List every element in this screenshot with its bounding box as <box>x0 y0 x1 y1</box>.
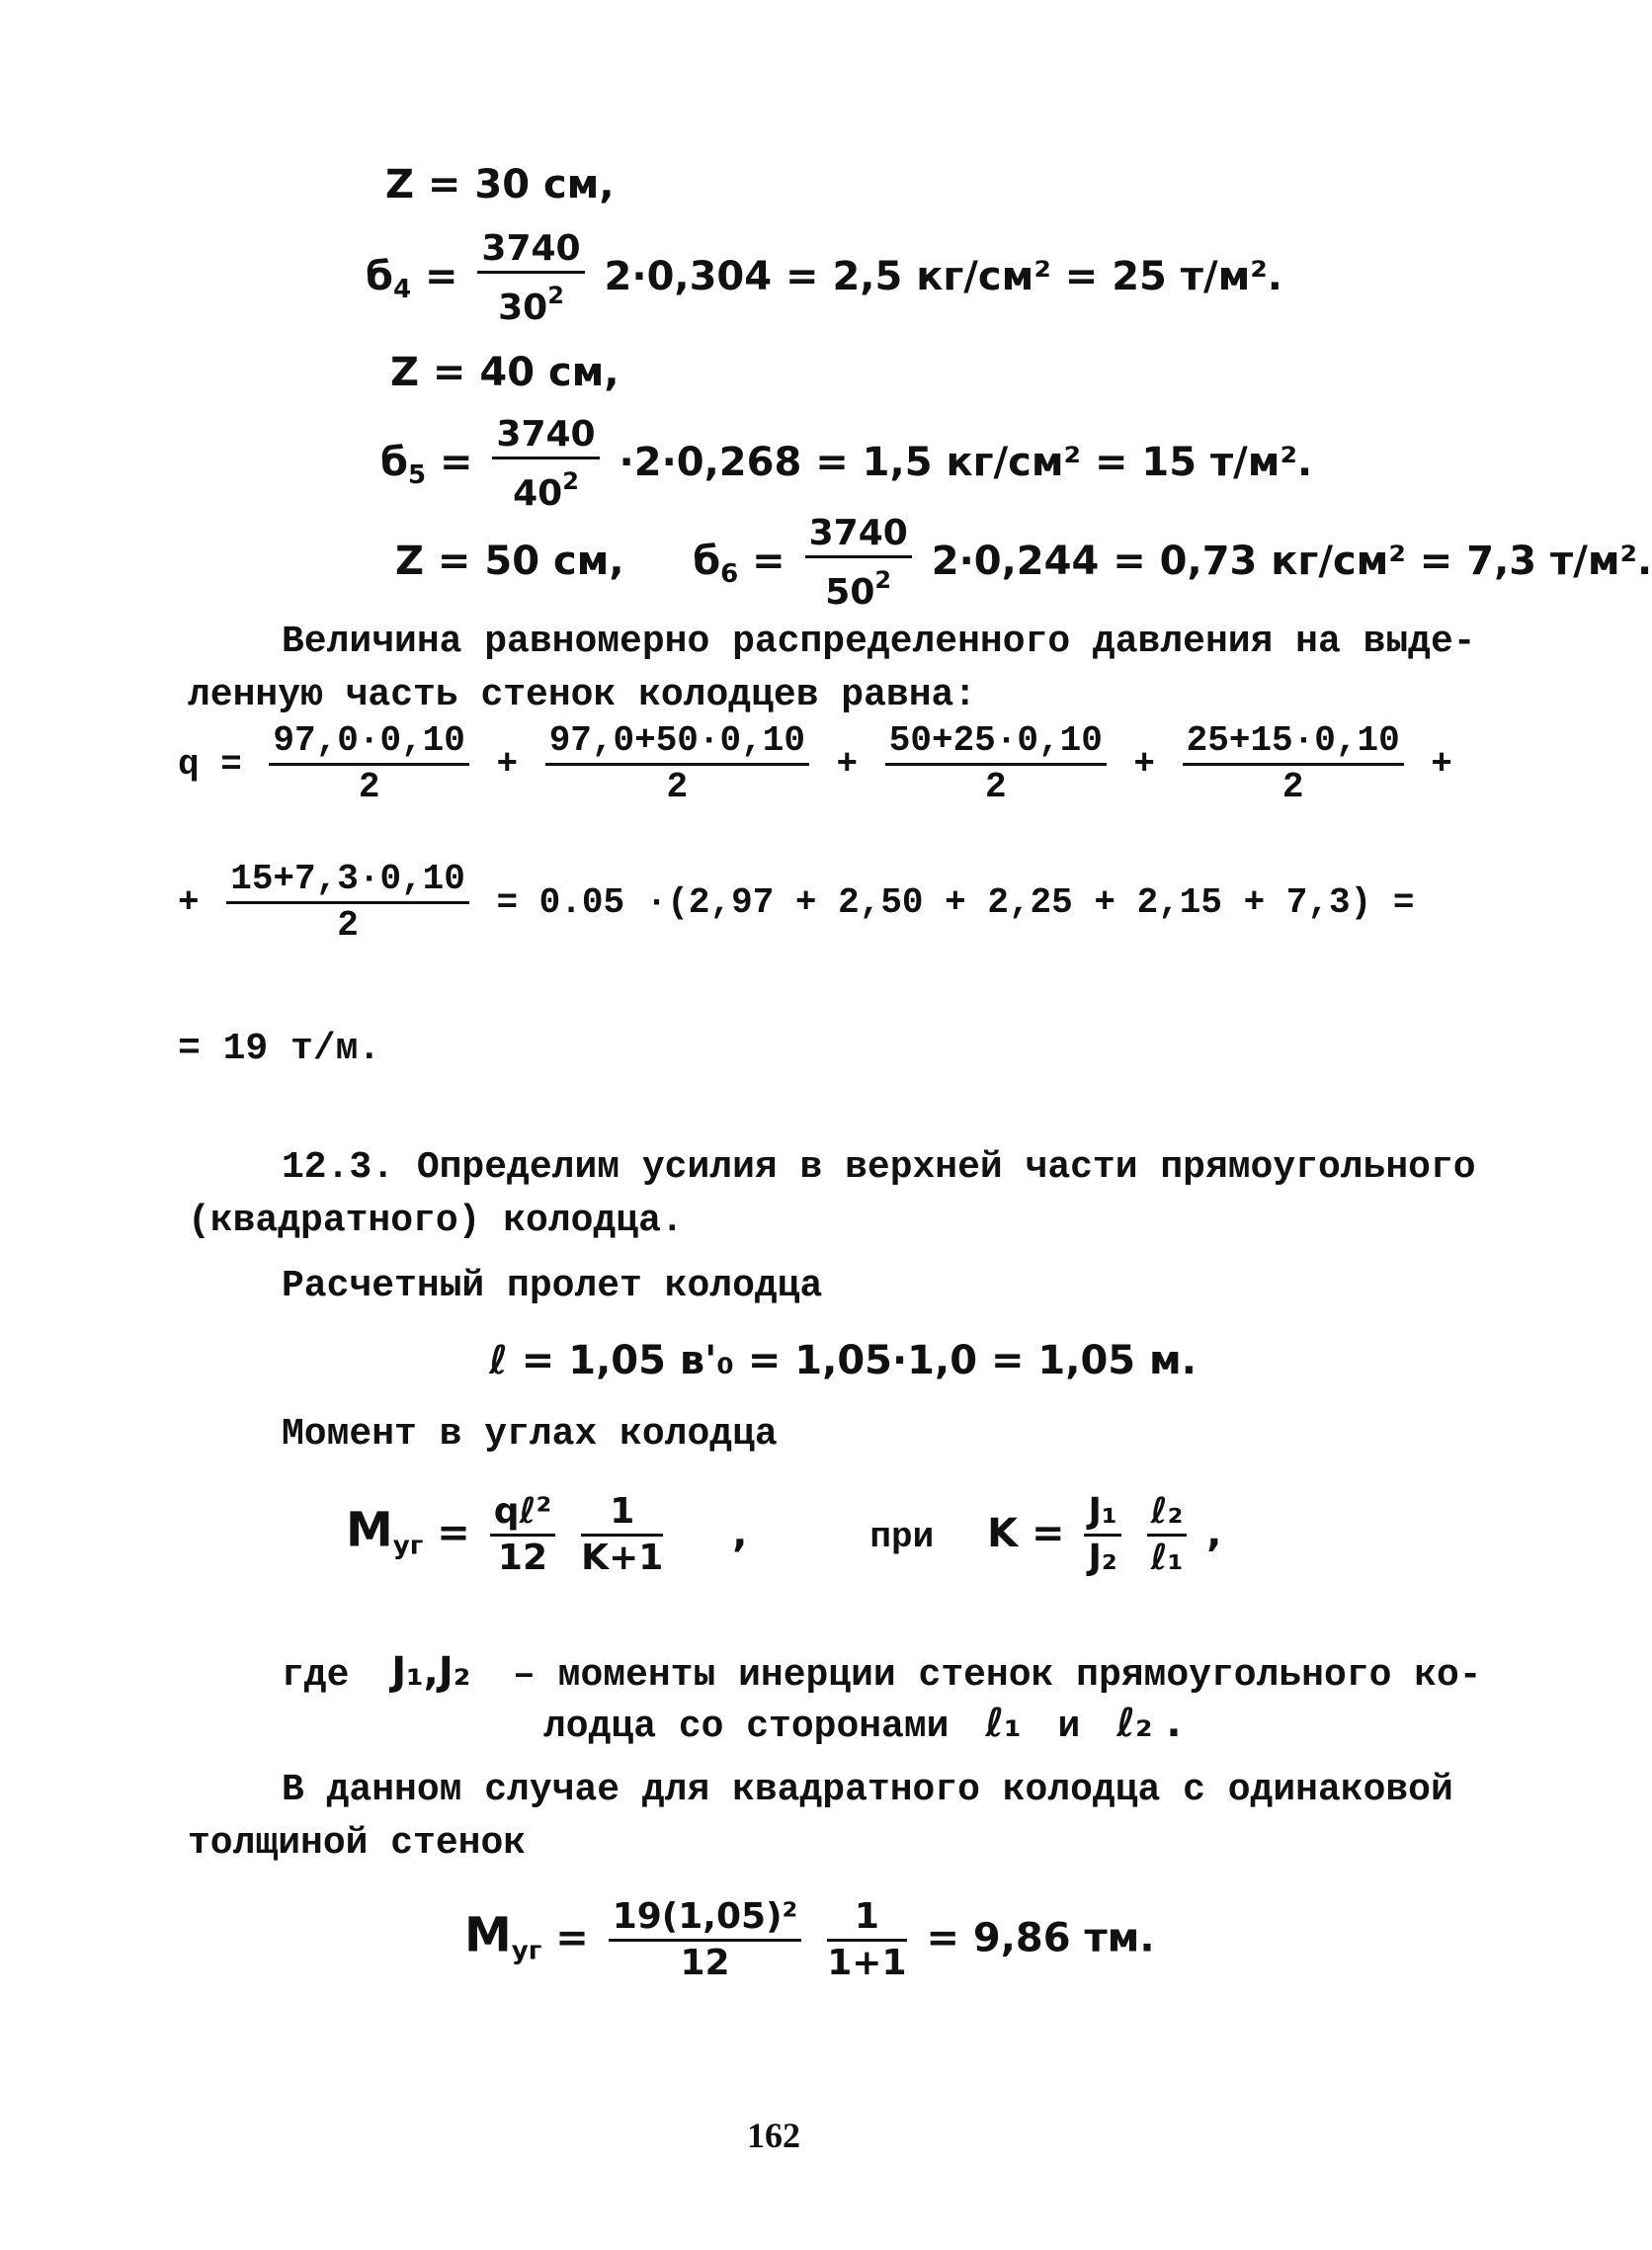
sigma4-fraction <box>477 229 584 328</box>
sigma4-rest: 2·0,304 = 2,5 кг/см² = 25 т/м². <box>604 254 1282 299</box>
sigma6-rest: 2·0,244 = 0,73 кг/см² = 7,3 т/м². <box>931 539 1652 584</box>
moment-formula-result: $M_{уг}$ = $\frac{\text{19(1,05)²}}{12}$ $\frac{1}{1+1}$ = 9,86 тм. <box>464 1896 1155 1983</box>
case-line2: толщиной стенок <box>188 1822 527 1865</box>
k-fraction-1: $\frac{\text{J₁}}{\text{J₂}}$ <box>1084 1492 1120 1578</box>
sigma5-symbol: б <box>380 440 408 485</box>
para1-line1: Величина равномерно распределенного давления на выде- <box>282 621 1476 663</box>
sigma5-numerator: 3740 <box>492 415 599 459</box>
q-sum: = 0.05 ·(2,97 + 2,50 + 2,25 + 2,15 + 7,3) = <box>496 882 1415 924</box>
sigma5-fraction <box>492 415 599 514</box>
moment-result-fraction-2: $\frac{1}{1+1}$ <box>827 1896 907 1983</box>
sigma6-symbol: б <box>693 539 721 584</box>
q-symbol: q = <box>178 744 242 786</box>
z40-line: Z = 40 см, <box>390 350 620 395</box>
where-line1: где J₁,J₂ – моменты инерции стенок прямоугольного ко- <box>282 1649 1482 1697</box>
z50-line: Z = 50 см, <box>395 539 624 584</box>
sigma6-numerator: 3740 <box>805 514 912 558</box>
moment-fraction-2: $\frac{1}{K+1}$ <box>581 1491 664 1578</box>
q-result: = 19 т/м. <box>178 1028 381 1070</box>
q-formula-line1: q = $\frac{97,0\cdot 0,10}{2}$ + $\frac{97,0+50\cdot 0,10}{2}$ + $\frac{50+25\cdot 0,10}{2}$ + $\frac{25+15\cdot 0,10}{2}$ + <box>178 720 1452 807</box>
moment-formula-general: $M_{уг}$ = $\frac{\text{qℓ²}}{12}$ $\frac{1}{K+1}$ , при K = $\frac{\text{J₁}}{\text{J₂}}$ $\frac{\text{ℓ₂}}{\text{ℓ₁}}$ , <box>346 1491 1222 1578</box>
sigma4-denominator: $30^2$ <box>498 282 564 328</box>
sigma5-subscript: 5 <box>407 460 427 490</box>
q-formula-line2: + $\frac{15+7,3\cdot 0,10}{2}$ = 0.05 ·(2,97 + 2,50 + 2,25 + 2,15 + 7,3) = <box>178 859 1415 946</box>
moment-fraction-1: $\frac{\text{qℓ²}}{12}$ <box>490 1492 556 1578</box>
where-line2: лодца со сторонами ℓ₁ и ℓ₂ . <box>543 1701 1182 1748</box>
sigma6-fraction <box>805 514 912 613</box>
sigma4-numerator: 3740 <box>477 229 584 274</box>
para1-line2: ленную часть стенок колодцев равна: <box>188 674 977 716</box>
sigma4-symbol: б <box>366 254 393 299</box>
q-fraction-5: $\frac{15+7,3\cdot 0,10}{2}$ <box>226 860 469 946</box>
sigma4-subscript: 4 <box>392 275 412 304</box>
section-line1: 12.3. Определим усилия в верхней части прямоугольного <box>282 1146 1476 1189</box>
q-fraction-3: $\frac{50+25\cdot 0,10}{2}$ <box>885 721 1107 807</box>
span-label: Расчетный пролет колодца <box>282 1265 823 1307</box>
sigma6-formula: Z = 50 см, $б_6$ = $\frac{3740}{50^2}$ 2·0,244 = 0,73 кг/см² = 7,3 т/м². <box>395 513 1652 613</box>
sigma6-denominator: $50^2$ <box>825 566 892 613</box>
sigma5-formula: $б_5$ = $\frac{3740}{40^2}$ ·2·0,268 = 1,5 кг/см² = 15 т/м². <box>380 414 1313 514</box>
q-fraction-1: $\frac{97,0\cdot 0,10}{2}$ <box>269 721 468 807</box>
sigma6-subscript: 6 <box>720 559 739 589</box>
sigma5-rest: ·2·0,268 = 1,5 кг/см² = 15 т/м². <box>619 440 1313 485</box>
moment-result-fraction-1: $\frac{\text{19(1,05)²}}{12}$ <box>609 1897 802 1983</box>
section-line2: (квадратного) колодца. <box>188 1200 684 1242</box>
page-number: 162 <box>747 2116 800 2155</box>
case-line1: В данном случае для квадратного колодца с одинаковой <box>282 1769 1453 1811</box>
k-fraction-2: $\frac{\text{ℓ₂}}{\text{ℓ₁}}$ <box>1147 1492 1188 1578</box>
q-fraction-2: $\frac{97,0+50\cdot 0,10}{2}$ <box>545 721 809 807</box>
sigma4-formula: $б_4$ = $\frac{3740}{30^2}$ 2·0,304 = 2,5 кг/см² = 25 т/м². <box>366 228 1282 328</box>
q-fraction-4: $\frac{25+15\cdot 0,10}{2}$ <box>1183 721 1404 807</box>
moment-label: Момент в углах колодца <box>282 1413 778 1456</box>
sigma5-denominator: $40^2$ <box>513 467 579 514</box>
z30-line: Z = 30 см, <box>385 162 615 208</box>
span-formula: ℓ = 1,05 в'₀ = 1,05·1,0 = 1,05 м. <box>489 1338 1197 1383</box>
